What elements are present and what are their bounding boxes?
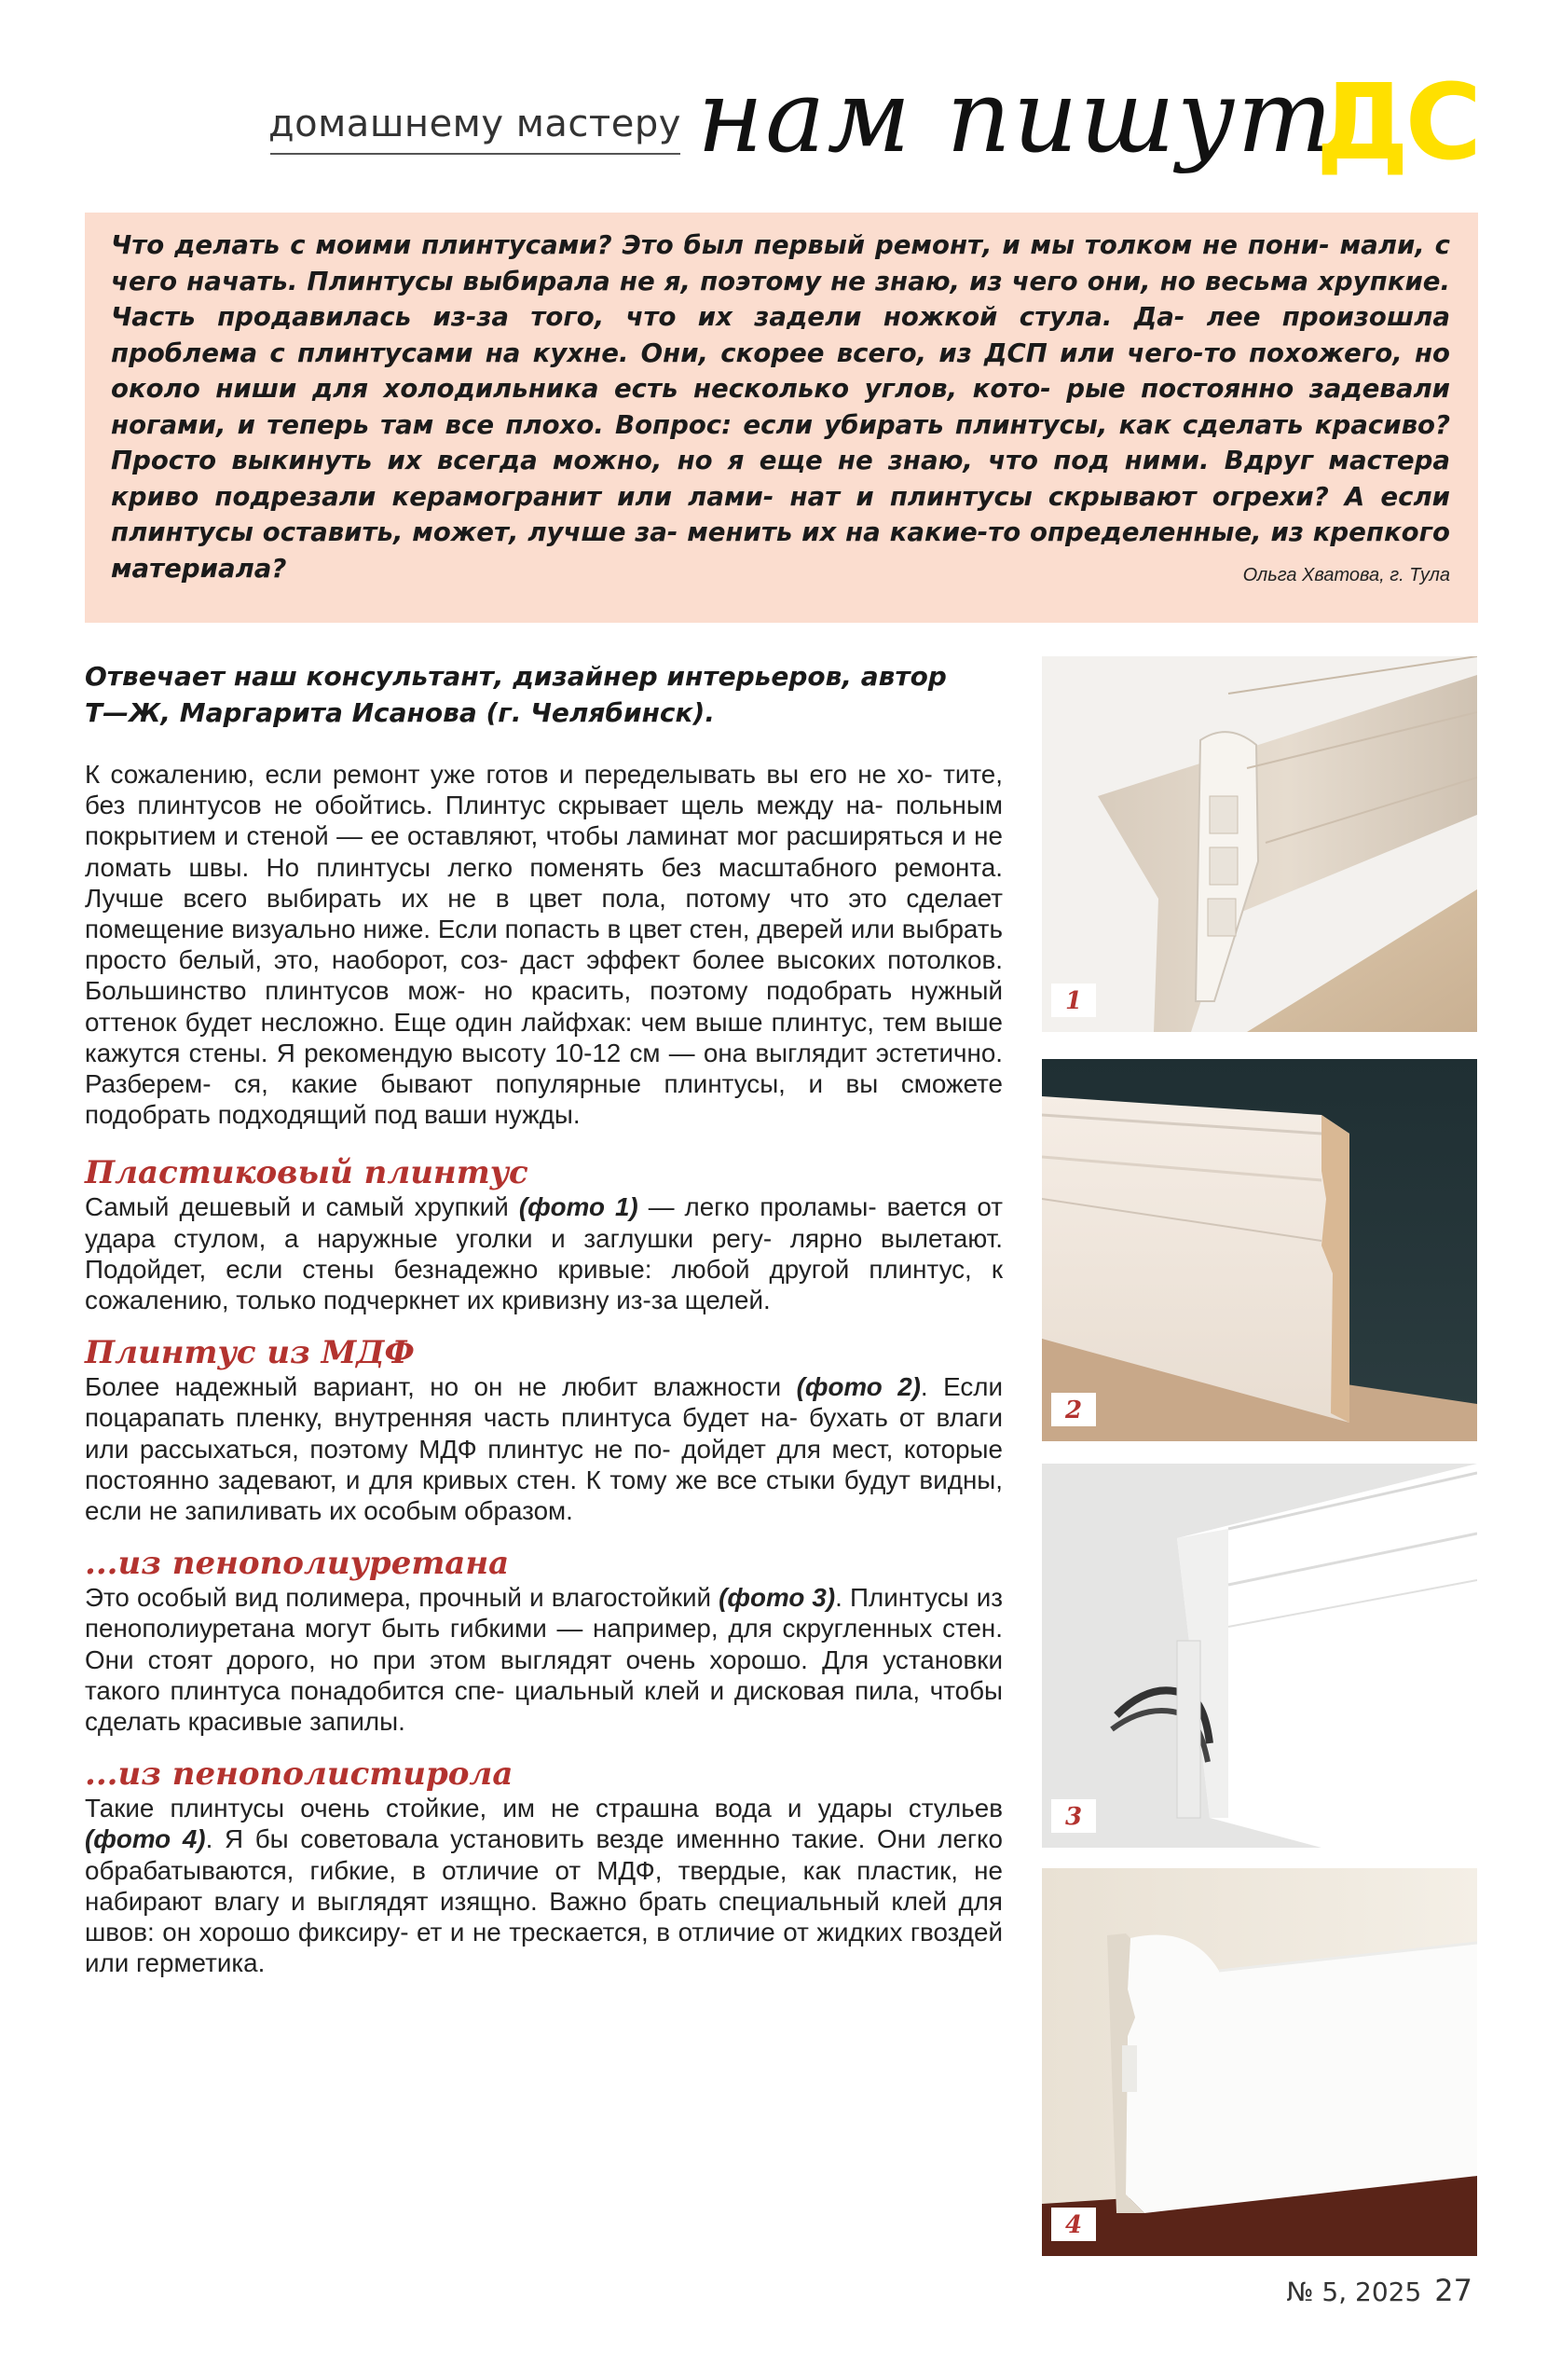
- text-fragment: — легко проламы-: [637, 1192, 877, 1222]
- text-line: стен. К тому же все стыки будут видны, если не запиливать их: [85, 1465, 1003, 1526]
- text-line: дойдет для мест, которые постоянно задевают, и для кривых: [85, 1434, 1003, 1494]
- text-fragment: . Я бы советовала установить везде именнно: [205, 1824, 780, 1854]
- text-line: бухать от влаги или рассыхаться, поэтому МДФ плинтус не по-: [85, 1403, 1003, 1464]
- text-line: любой другой плинтус, к сожалению, только подчеркнет их: [85, 1254, 1003, 1315]
- letter-signature: Ольга Хватова, г. Тула: [1242, 565, 1450, 585]
- letter-line: знаю, что под ними. Вдруг мастера криво подрезали керамогранит или лами-: [111, 445, 1450, 512]
- text-line: тите, без плинтусов не обойтись. Плинтус скрывает щель между на-: [85, 760, 1003, 820]
- photo-number-badge: 1: [1051, 984, 1096, 1017]
- text-fragment: .: [920, 1372, 928, 1402]
- answer-intro-paragraph: [85, 759, 1003, 1130]
- text-line: твердые, как пластик, не набирают влагу и выглядят изящно.: [85, 1855, 1003, 1916]
- text-line: расширяться и не ломать швы. Но плинтусы легко поменять без: [85, 821, 1003, 882]
- text-line: в цвет стен, дверей или выбрать просто белый, это, наоборот, соз-: [85, 915, 1003, 975]
- section-heading-polyurethane: ...из пенополиуретана: [85, 1545, 510, 1583]
- text-fragment: .: [835, 1583, 842, 1613]
- section-text-plastic: [85, 1191, 1003, 1315]
- text-line: польным покрытием и стеной — ее оставляют, чтобы ламинат мог: [85, 791, 1003, 851]
- letter-line: Что делать с моими плинтусами? Это был первый ремонт, и мы толком не пони-: [111, 229, 1330, 260]
- reader-letter-box: [85, 213, 1478, 623]
- section-heading-polystyrene: ...из пенополистирола: [85, 1755, 513, 1794]
- photo-reference: (фото 1): [518, 1192, 638, 1222]
- issue-number: № 5, 2025: [1286, 2277, 1422, 2307]
- polyurethane-plinth-photo: [1042, 1464, 1477, 1848]
- text-line: но красить, поэтому подобрать нужный оттенок будет несложно.: [85, 976, 1003, 1037]
- text-line: очень хорошо. Для установки такого плинтуса понадобится спе-: [85, 1644, 1003, 1705]
- text-line: вается от удара стулом, а наружные уголки и заглушки регу-: [85, 1192, 1003, 1253]
- text-line: лярно вылетают. Подойдет, если стены безнадежно кривые:: [85, 1223, 1003, 1284]
- consultant-intro-line: Т—Ж, Маргарита Исанова (г. Челябинск).: [85, 697, 715, 728]
- text-line: кривизну из-за щелей.: [501, 1286, 771, 1315]
- letter-line: менить их на какие-то определенные, из крепкого материала?: [111, 516, 1451, 584]
- section-text-mdf: [85, 1371, 1003, 1526]
- plastic-plinth-photo: [1042, 656, 1477, 1032]
- text-line: для скругленных стен. Они стоят дорого, но при этом выглядят: [85, 1614, 1003, 1674]
- text-line: Важно брать специальный клей для швов: он хорошо фиксиру-: [85, 1886, 1003, 1947]
- text-line: масштабного ремонта. Лучше всего выбирать их не в цвет пола,: [85, 852, 1003, 913]
- letter-line: лее произошла проблема с плинтусами на кухне. Они, скорее всего, из ДСП или: [111, 301, 1451, 368]
- letter-line: мали, с чего начать. Плинтусы выбирала не я, поэтому не знаю, из чего они, но: [111, 229, 1451, 296]
- text-line: циальный клей и дисковая пила, чтобы сделать красивые запилы.: [85, 1675, 1003, 1737]
- rubric-label: домашнему мастеру: [268, 103, 681, 145]
- text-fragment: стульев: [908, 1794, 1003, 1823]
- text-line: такие. Они легко обрабатываются, гибкие, в отличие от МДФ,: [85, 1824, 1003, 1885]
- text-line: Еще один лайфхак: чем выше плинтус, тем выше кажутся стены. Я: [85, 1007, 1003, 1067]
- text-line: Такие плинтусы очень стойкие, им не страшна вода и удары: [85, 1794, 893, 1823]
- section-heading-mdf: Плинтус из МДФ: [85, 1334, 415, 1372]
- page-header: [0, 59, 1561, 188]
- letter-line: рые постоянно задевали ногами, и теперь там все плохо. Вопрос: если убирать: [111, 373, 1450, 440]
- photo-reference: (фото 3): [719, 1583, 836, 1613]
- section-text-polyurethane: [85, 1582, 1003, 1737]
- letter-line: плинтусы, как сделать красиво? Просто выкинуть их всегда можно, но я еще не: [111, 408, 1450, 475]
- polystyrene-plinth-photo: [1042, 1868, 1477, 2256]
- page-number: 27: [1434, 2273, 1472, 2308]
- section-text-polystyrene: [85, 1793, 1003, 1978]
- text-line: особым образом.: [363, 1496, 573, 1526]
- mdf-plinth-photo: [1042, 1059, 1477, 1441]
- photo-reference: (фото 2): [796, 1372, 921, 1402]
- section-heading-plastic: Пластиковый плинтус: [85, 1154, 528, 1192]
- letter-line: нат и плинтусы скрывают огрехи? А если плинтусы оставить, может, лучше за-: [111, 480, 1451, 547]
- page-footer: [1286, 2273, 1472, 2308]
- answer-column: [85, 658, 1003, 1979]
- text-line: рекомендую высоту 10-12 см — она выглядит эстетично. Разберем-: [85, 1038, 1004, 1099]
- rubric-underline: [270, 153, 680, 155]
- text-fragment: Самый дешевый и самый хрупкий: [85, 1192, 519, 1222]
- magazine-logo: ДС: [1316, 62, 1478, 184]
- text-line: ся, какие бывают популярные плинтусы, и вы сможете подобрать: [85, 1069, 1003, 1130]
- photo-number-badge: 3: [1051, 1799, 1096, 1833]
- consultant-intro-line: Отвечает наш консультант, дизайнер интерьеров, автор: [85, 661, 947, 692]
- text-line: потому что это сделает помещение визуально ниже. Если попасть: [85, 883, 1003, 944]
- photo-reference: (фото 4): [85, 1824, 206, 1854]
- text-line: Если поцарапать пленку, внутренняя часть плинтуса будет на-: [85, 1372, 1003, 1433]
- reader-letter-text: [111, 227, 1450, 586]
- photo-number-badge: 4: [1051, 2208, 1096, 2241]
- consultant-intro: [85, 658, 1003, 731]
- photo-number-badge: 2: [1051, 1393, 1096, 1426]
- letter-line: чего-то похожего, но около ниши для холодильника есть несколько углов, кото-: [111, 337, 1451, 404]
- text-line: подходящий под ваши нужды.: [217, 1100, 581, 1130]
- letter-line: весьма хрупкие. Часть продавилась из-за того, что их задели ножкой стула. Да-: [111, 265, 1450, 332]
- text-line: ет и не трескается, в отличие от жидких гвоздей или герметика.: [85, 1918, 1003, 1978]
- text-line: К сожалению, если ремонт уже готов и переделывать вы его не хо-: [85, 760, 933, 789]
- text-line: даст эффект более высоких потолков. Большинство плинтусов мож-: [85, 945, 1003, 1006]
- section-title: нам пишут: [697, 59, 1335, 175]
- text-line: Плинтусы из пенополиуретана могут быть гибкими — например,: [85, 1583, 1003, 1644]
- text-fragment: Более надежный вариант, но он не любит влажности: [85, 1372, 797, 1402]
- text-fragment: Это особый вид полимера, прочный и влагостойкий: [85, 1583, 719, 1613]
